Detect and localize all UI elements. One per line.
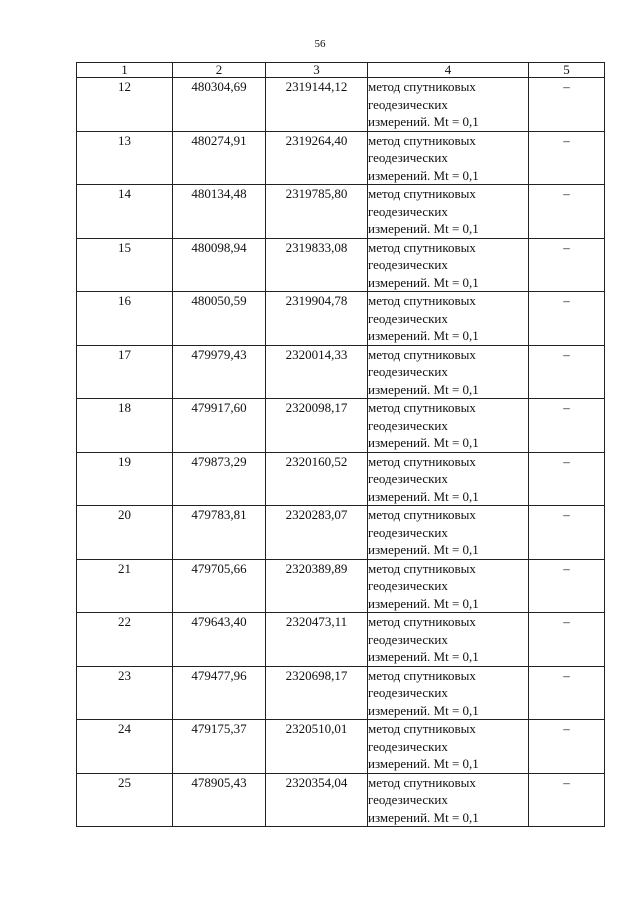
table-row — [77, 720, 605, 774]
table-row — [77, 185, 605, 239]
point-number-cell: 12 — [77, 78, 173, 132]
y-coordinate-cell: 2320160,52 — [266, 452, 368, 506]
method-text-line: метод спутниковых — [368, 186, 476, 201]
method-text-line: измерений. Mt = 0,1 — [368, 221, 479, 236]
point-number-cell: 24 — [77, 720, 173, 774]
column-header: 3 — [266, 63, 368, 78]
table-row — [77, 506, 605, 560]
method-text-line: геодезических — [368, 471, 448, 486]
point-number-cell: 22 — [77, 613, 173, 667]
point-number-cell: 18 — [77, 399, 173, 453]
table-row — [77, 399, 605, 453]
table-body — [77, 78, 605, 827]
column-5-cell: – — [529, 292, 605, 346]
column-5-cell: – — [529, 452, 605, 506]
x-coordinate-cell: 480098,94 — [173, 238, 266, 292]
y-coordinate-cell: 2320283,07 — [266, 506, 368, 560]
method-text-line: измерений. Mt = 0,1 — [368, 488, 479, 504]
method-text-line: измерений. Mt = 0,1 — [368, 114, 479, 129]
method-text-line: метод спутниковых — [368, 239, 476, 255]
method-text-line: метод спутниковых — [368, 293, 476, 308]
method-text-line: геодезических — [368, 203, 448, 219]
table-row — [77, 452, 605, 506]
column-5-cell: – — [529, 559, 605, 613]
method-text-line: геодезических — [368, 310, 448, 326]
y-coordinate-cell: 2320698,17 — [266, 666, 368, 720]
method-text-line: метод спутниковых — [368, 79, 476, 94]
method-text-line: геодезических — [368, 524, 448, 540]
x-coordinate-cell: 479917,60 — [173, 399, 266, 453]
method-text-line: геодезических — [368, 685, 448, 700]
method-text-line: геодезических — [368, 792, 448, 807]
method-text-line: метод спутниковых — [368, 346, 476, 362]
method-text-line: измерений. Mt = 0,1 — [368, 435, 479, 450]
table-row — [77, 78, 605, 132]
column-5-cell: – — [529, 666, 605, 720]
method-cell — [368, 613, 529, 667]
method-text-line: измерений. Mt = 0,1 — [368, 649, 479, 664]
coordinates-table — [76, 62, 605, 827]
table-row — [77, 559, 605, 613]
x-coordinate-cell: 479643,40 — [173, 613, 266, 667]
method-cell — [368, 506, 529, 560]
method-cell — [368, 345, 529, 399]
column-header: 2 — [173, 63, 266, 78]
x-coordinate-cell: 480274,91 — [173, 131, 266, 185]
y-coordinate-cell: 2319264,40 — [266, 131, 368, 185]
x-coordinate-cell: 479783,81 — [173, 506, 266, 560]
y-coordinate-cell: 2319144,12 — [266, 78, 368, 132]
method-text-line: метод спутниковых — [368, 667, 476, 683]
y-coordinate-cell: 2320473,11 — [266, 613, 368, 667]
method-text-line: метод спутниковых — [368, 721, 476, 736]
x-coordinate-cell: 479477,96 — [173, 666, 266, 720]
method-text-line: метод спутниковых — [368, 507, 476, 522]
method-text-line: геодезических — [368, 631, 448, 647]
column-header: 4 — [368, 63, 529, 78]
method-text-line: измерений. Mt = 0,1 — [368, 542, 479, 557]
column-5-cell: – — [529, 720, 605, 774]
method-text-line: метод спутниковых — [368, 132, 476, 148]
method-text-line: геодезических — [368, 257, 448, 272]
y-coordinate-cell: 2320389,89 — [266, 559, 368, 613]
table-row — [77, 666, 605, 720]
point-number-cell: 25 — [77, 773, 173, 827]
method-text-line: измерений. Mt = 0,1 — [368, 809, 479, 825]
y-coordinate-cell: 2320354,04 — [266, 773, 368, 827]
table-row — [77, 292, 605, 346]
x-coordinate-cell: 480304,69 — [173, 78, 266, 132]
method-cell — [368, 559, 529, 613]
method-text-line: измерений. Mt = 0,1 — [368, 756, 479, 771]
method-text-line: измерений. Mt = 0,1 — [368, 595, 479, 611]
column-5-cell: – — [529, 78, 605, 132]
column-5-cell: – — [529, 506, 605, 560]
y-coordinate-cell: 2320510,01 — [266, 720, 368, 774]
y-coordinate-cell: 2320014,33 — [266, 345, 368, 399]
x-coordinate-cell: 479979,43 — [173, 345, 266, 399]
table-row — [77, 613, 605, 667]
column-5-cell: – — [529, 399, 605, 453]
method-cell — [368, 185, 529, 239]
column-5-cell: – — [529, 185, 605, 239]
point-number-cell: 21 — [77, 559, 173, 613]
method-text-line: геодезических — [368, 417, 448, 433]
y-coordinate-cell: 2319833,08 — [266, 238, 368, 292]
point-number-cell: 20 — [77, 506, 173, 560]
column-5-cell: – — [529, 345, 605, 399]
x-coordinate-cell: 480050,59 — [173, 292, 266, 346]
method-text-line: измерений. Mt = 0,1 — [368, 167, 479, 183]
method-text-line: метод спутниковых — [368, 400, 476, 415]
x-coordinate-cell: 479873,29 — [173, 452, 266, 506]
table-header-row — [77, 63, 605, 78]
method-text-line: измерений. Mt = 0,1 — [368, 381, 479, 397]
method-text-line: геодезических — [368, 578, 448, 593]
method-cell — [368, 131, 529, 185]
y-coordinate-cell: 2319785,80 — [266, 185, 368, 239]
method-text-line: измерений. Mt = 0,1 — [368, 328, 479, 343]
method-text-line: геодезических — [368, 738, 448, 754]
x-coordinate-cell: 478905,43 — [173, 773, 266, 827]
page-number: 56 — [314, 38, 326, 50]
point-number-cell: 15 — [77, 238, 173, 292]
column-header: 5 — [529, 63, 605, 78]
x-coordinate-cell: 480134,48 — [173, 185, 266, 239]
method-text-line: геодезических — [368, 96, 448, 112]
x-coordinate-cell: 479175,37 — [173, 720, 266, 774]
method-text-line: метод спутниковых — [368, 774, 476, 790]
column-5-cell: – — [529, 773, 605, 827]
column-header: 1 — [77, 63, 173, 78]
column-5-cell: – — [529, 238, 605, 292]
method-text-line: измерений. Mt = 0,1 — [368, 274, 479, 290]
column-5-cell: – — [529, 613, 605, 667]
point-number-cell: 19 — [77, 452, 173, 506]
table-row — [77, 773, 605, 827]
method-text-line: геодезических — [368, 150, 448, 165]
point-number-cell: 17 — [77, 345, 173, 399]
table-row — [77, 345, 605, 399]
method-text-line: метод спутниковых — [368, 560, 476, 576]
x-coordinate-cell: 479705,66 — [173, 559, 266, 613]
table-row — [77, 131, 605, 185]
point-number-cell: 13 — [77, 131, 173, 185]
method-text-line: метод спутниковых — [368, 453, 476, 469]
method-cell — [368, 666, 529, 720]
method-cell — [368, 292, 529, 346]
method-cell — [368, 78, 529, 132]
column-5-cell: – — [529, 131, 605, 185]
table-row — [77, 238, 605, 292]
point-number-cell: 14 — [77, 185, 173, 239]
method-cell — [368, 720, 529, 774]
y-coordinate-cell: 2320098,17 — [266, 399, 368, 453]
method-text-line: геодезических — [368, 364, 448, 379]
method-cell — [368, 452, 529, 506]
point-number-cell: 23 — [77, 666, 173, 720]
method-text-line: метод спутниковых — [368, 614, 476, 629]
y-coordinate-cell: 2319904,78 — [266, 292, 368, 346]
method-cell — [368, 238, 529, 292]
method-text-line: измерений. Mt = 0,1 — [368, 702, 479, 718]
point-number-cell: 16 — [77, 292, 173, 346]
method-cell — [368, 399, 529, 453]
method-cell — [368, 773, 529, 827]
